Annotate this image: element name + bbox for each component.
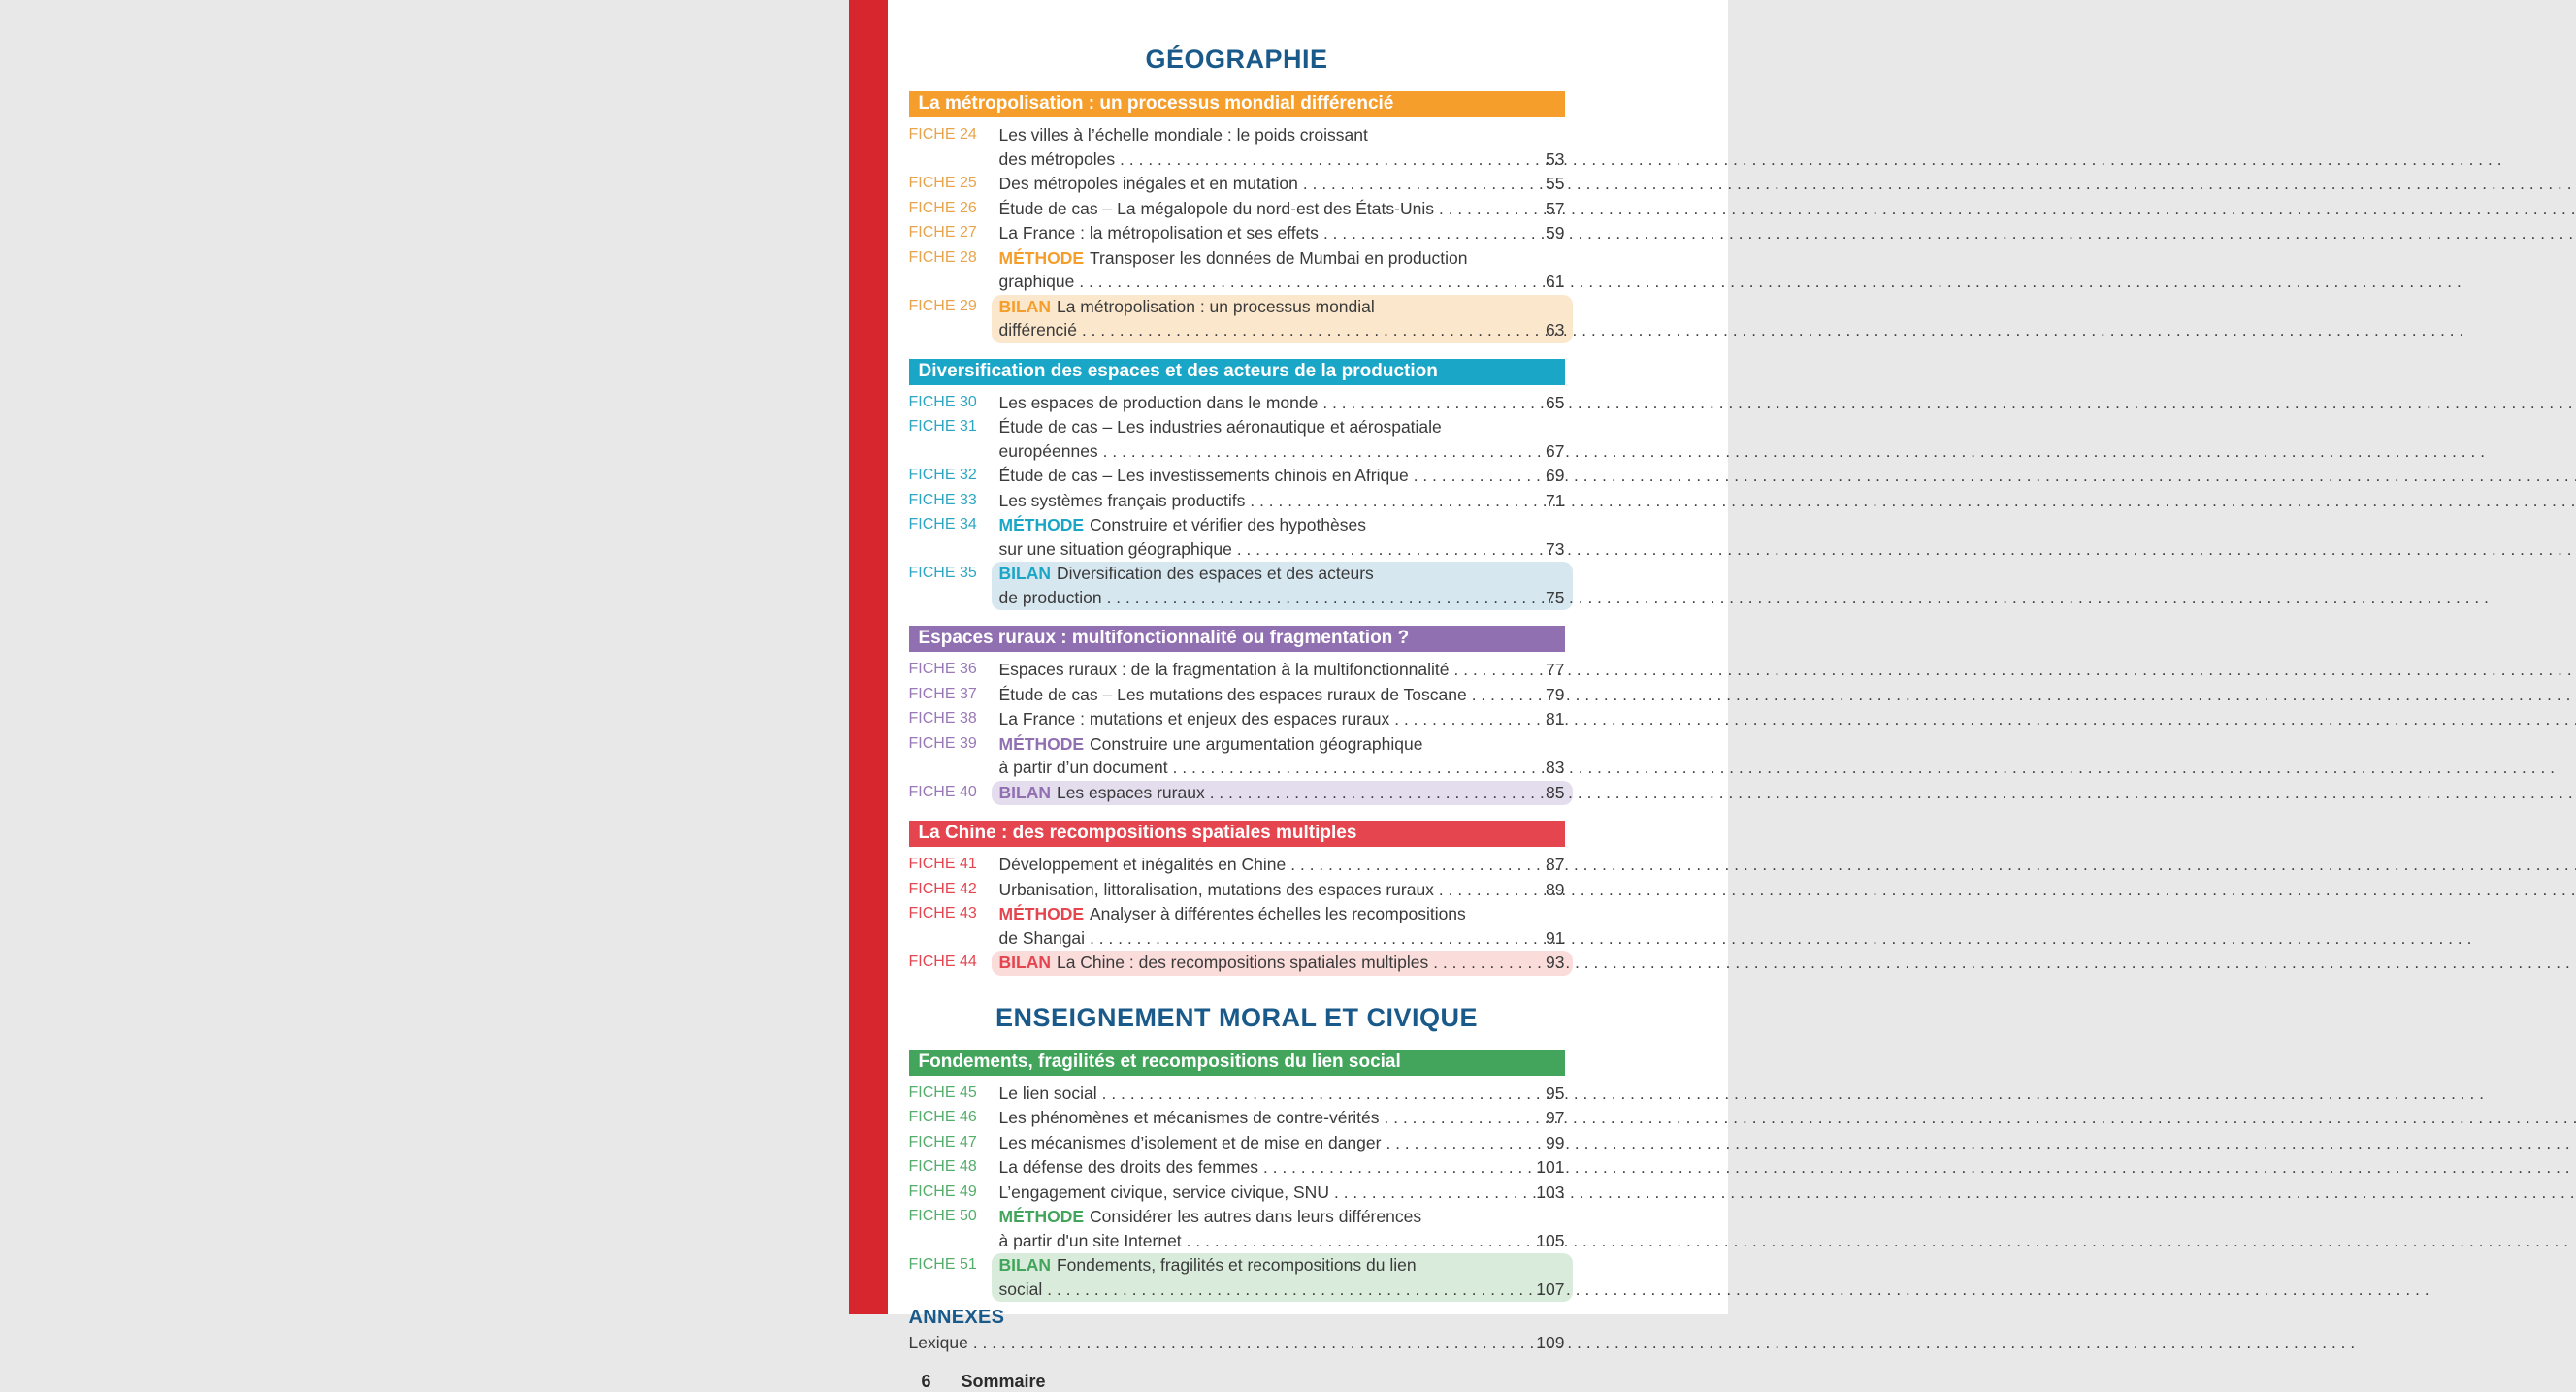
entry-text: social [998,1279,1043,1299]
entry-line [999,1181,1565,1206]
entry-page: 99 [1546,1132,1565,1152]
entry-page: 63 [1546,320,1565,340]
entry-page: 87 [1546,855,1565,874]
fiche-label: FICHE 33 [908,491,977,508]
entry-line [999,878,1565,903]
toc-entry [909,683,1565,708]
dot-leader [1394,708,1527,732]
toc-entry [909,1131,1565,1156]
fiche-label: FICHE 42 [908,880,977,897]
entry-page: 69 [1546,466,1565,485]
entry-line [999,464,1565,489]
entry-page: 105 [1536,1230,1565,1250]
dot-leader [1472,684,1528,708]
entry-page: 89 [1546,879,1565,899]
entry-line [999,537,1565,563]
entry-description [999,1181,1565,1206]
entry-badge: BILAN [998,782,1051,802]
fiche-label: FICHE 45 [908,1084,977,1101]
entry-text: La France : la métropolisation et ses effets [998,223,1319,243]
toc-entry [909,1155,1565,1181]
dot-leader [1322,392,1527,416]
entry-badge: MÉTHODE [998,247,1084,268]
entry-description [999,123,1565,172]
entry-text: Les espaces de production dans le monde [998,392,1319,412]
toc-entry [909,1253,1565,1302]
entry-line [999,513,1565,537]
entry-description [999,707,1565,732]
entry-text: Étude de cas – Les investissements chinois en Afrique [998,466,1409,485]
entry-line [999,415,1565,439]
fiche-label: FICHE 41 [908,856,977,872]
entry-text: La Chine : des recompositions spatiales multiples [1056,953,1429,972]
entry-line [999,562,1565,586]
entry-description [999,1106,1565,1131]
entry-page: 81 [1546,709,1565,728]
dot-leader [1323,222,1528,246]
entry-text: Urbanisation, littoralisation, mutations des espaces ruraux [998,879,1434,899]
dot-leader [973,1332,1528,1356]
entry-line [999,732,1565,757]
entry-text: Le lien social [998,1083,1097,1103]
entry-description [999,658,1565,683]
entry-line [999,270,1565,295]
entry-description [999,391,1565,416]
fiche-label: FICHE 27 [908,224,977,241]
entry-text: Les mécanismes d’isolement et de mise en danger [998,1132,1382,1152]
entry-page: 107 [1536,1279,1565,1299]
entry-text: de Shangai [998,927,1086,948]
toc-entry [909,464,1565,489]
entry-text: graphique [998,272,1075,291]
entry-badge: MÉTHODE [998,515,1084,534]
entry-text: Des métropoles inégales et en mutation [998,174,1298,193]
fiche-label: FICHE 51 [908,1256,977,1273]
entry-description [999,489,1565,514]
section-header: Espaces ruraux : multifonctionnalité ou fragmentation ? [909,626,1565,652]
dot-leader [1173,757,1528,781]
toc-entry [909,781,1565,806]
entry-page: 53 [1546,148,1565,169]
toc-entry [909,562,1565,610]
dot-leader [1250,490,1527,514]
entry-description [992,951,1573,976]
entry-text: différencié [998,320,1077,340]
entry-page: 73 [1546,538,1565,559]
dot-leader [1079,271,1527,295]
entry-text: La France : mutations et enjeux des espaces ruraux [998,709,1390,728]
fiche-label: FICHE 43 [908,905,977,922]
annex-entry-label: Lexique [908,1333,968,1352]
entry-text: Les systèmes français productifs [998,490,1246,510]
entry-description [999,683,1565,708]
entry-badge: BILAN [998,1255,1051,1275]
entry-description [999,1155,1565,1181]
fiche-label: FICHE 48 [908,1158,977,1175]
annex-entry [909,1331,1565,1356]
toc-entry [909,951,1565,976]
entry-badge: MÉTHODE [998,904,1084,923]
fiche-label: FICHE 38 [908,710,977,727]
entry-text: des métropoles [998,148,1116,169]
section-header: La métropolisation : un processus mondial différencié [909,91,1565,117]
entry-page: 77 [1546,660,1565,679]
entry-line [999,221,1565,246]
entry-line [999,246,1565,271]
entry-text: La défense des droits des femmes [998,1157,1259,1177]
toc-entry [909,221,1565,246]
entry-line [999,658,1565,683]
dot-leader [1263,1156,1527,1181]
page-footer [922,1372,1565,1392]
entry-line [999,926,1565,952]
entry-line [999,489,1565,514]
entry-page: 95 [1546,1083,1565,1103]
entry-line [999,1205,1565,1229]
footer-page-number: 6 [921,1371,931,1391]
entry-page: 79 [1546,684,1565,704]
entry-line [999,1131,1565,1156]
toc-entry [909,707,1565,732]
entry-description [999,513,1565,562]
dot-leader [1090,927,1527,952]
toc-entry [909,489,1565,514]
entry-text: Diversification des espaces et des acteurs [1056,564,1374,583]
entry-description [999,902,1565,951]
toc-entry [909,123,1565,172]
book-page [849,0,1728,1391]
entry-text: L’engagement civique, service civique, SNU [998,1182,1329,1202]
entry-text: Espaces ruraux : de la fragmentation à la multifonctionnalité [998,660,1450,679]
toc-entry [909,513,1565,562]
toc-entry [909,853,1565,878]
entry-badge: BILAN [998,296,1051,316]
entry-text: Les espaces ruraux [1056,782,1205,802]
entry-text: Étude de cas – La mégalopole du nord-est des États-Unis [998,198,1434,218]
toc-entry [909,172,1565,197]
section-header: La Chine : des recompositions spatiales multiples [909,821,1565,847]
fiche-label: FICHE 32 [908,467,977,483]
toc-content [909,43,1565,1392]
entry-line [999,707,1565,732]
part-title: GÉOGRAPHIE [1145,45,1328,74]
entry-text: à partir d’un document [998,758,1168,777]
entry-text: Transposer les données de Mumbai en production [1090,247,1468,268]
entry-description [999,1131,1565,1156]
dot-leader [1210,782,1528,806]
entry-text: de production [998,587,1102,607]
entry-line [999,1253,1565,1278]
entry-page: 67 [1546,440,1565,461]
entry-description [992,1253,1573,1302]
entry-page: 85 [1546,782,1565,802]
entry-page: 61 [1546,272,1565,291]
entry-page: 91 [1546,927,1565,948]
dot-leader [1454,659,1528,683]
dot-leader [1439,879,1528,903]
entry-page: 83 [1546,758,1565,777]
fiche-label: FICHE 50 [908,1208,977,1224]
entry-description [999,464,1565,489]
toc-entry [909,878,1565,903]
entry-page: 97 [1546,1108,1565,1127]
entry-description [999,853,1565,878]
entry-description [999,221,1565,246]
entry-description [992,781,1573,806]
entry-line [999,951,1565,976]
fiche-label: FICHE 28 [908,248,977,266]
entry-page: 55 [1546,174,1565,193]
entry-text: Analyser à différentes échelles les recompositions [1090,904,1466,923]
toc-entry [909,246,1565,295]
entry-description [992,295,1573,343]
entry-text: à partir d'un site Internet [998,1230,1182,1250]
section-header: Diversification des espaces et des acteurs de la production [909,359,1565,385]
entry-text: Étude de cas – Les industries aéronautique et aérospatiale [998,417,1442,437]
toc-entry [909,391,1565,416]
entry-line [999,1106,1565,1131]
entry-line [999,1155,1565,1181]
toc-entry [909,1106,1565,1131]
entry-description [999,246,1565,295]
entry-badge: MÉTHODE [998,1207,1084,1226]
toc-entry [909,1082,1565,1107]
entry-line [999,683,1565,708]
fiche-label: FICHE 49 [908,1182,977,1200]
entry-text: Construire et vérifier des hypothèses [1090,515,1366,534]
fiche-label: FICHE 47 [908,1133,977,1150]
fiche-label: FICHE 37 [908,685,977,702]
dot-leader [1439,198,1528,222]
toc-entry [909,295,1565,343]
entry-badge: MÉTHODE [998,733,1084,754]
entry-line [999,586,1565,611]
entry-page: 103 [1536,1182,1565,1202]
fiche-label: FICHE 26 [908,199,977,216]
dot-leader [1107,587,1528,611]
entry-line [999,781,1565,806]
dot-leader [1303,173,1528,197]
dot-leader [1433,952,1527,976]
toc-entry [909,1205,1565,1253]
entry-description [999,415,1565,464]
dot-leader [1386,1132,1527,1156]
entry-text: Étude de cas – Les mutations des espaces ruraux de Toscane [998,684,1467,704]
dot-leader [1334,1182,1528,1206]
entry-line [999,902,1565,926]
fiche-label: FICHE 29 [908,297,977,314]
entry-text: La métropolisation : un processus mondial [1056,296,1375,316]
entry-line [999,1082,1565,1107]
fiche-label: FICHE 24 [908,126,977,143]
entry-text: Les villes à l’échelle mondiale : le poids croissant [998,125,1368,145]
entry-line [999,295,1565,319]
fiche-label: FICHE 39 [908,734,977,752]
entry-line [999,1229,1565,1254]
annex-entry-page: 109 [1536,1333,1565,1352]
toc-entry [909,1181,1565,1206]
entry-line [999,197,1565,222]
entry-text: européennes [998,440,1098,461]
entry-description [999,1205,1565,1253]
dot-leader [1290,854,1527,878]
fiche-label: FICHE 34 [908,516,977,533]
entry-line [999,439,1565,465]
toc-entry [909,197,1565,222]
dot-leader [1082,319,1528,343]
toc-entry [909,902,1565,951]
entry-page: 71 [1546,490,1565,510]
toc-groups [909,43,1565,1302]
entry-line [999,172,1565,197]
entry-text: Construire une argumentation géographique [1090,733,1423,754]
part-title: ENSEIGNEMENT MORAL ET CIVIQUE [995,1002,1479,1032]
toc-entry [909,415,1565,464]
fiche-label: FICHE 44 [908,954,977,970]
fiche-label: FICHE 30 [908,393,977,410]
entry-description [999,197,1565,222]
entry-page: 59 [1546,223,1565,243]
annexes-heading: ANNEXES [908,1307,1005,1328]
entry-description [999,172,1565,197]
section-header: Fondements, fragilités et recompositions du lien social [909,1050,1565,1076]
toc-entry [909,658,1565,683]
entry-description [999,878,1565,903]
dot-leader [1237,538,1528,563]
entry-page: 57 [1546,198,1565,218]
entry-description [999,732,1565,781]
fiche-label: FICHE 36 [908,661,977,677]
entry-line [999,318,1565,343]
entry-text: Fondements, fragilités et recompositions du lien [1056,1255,1417,1275]
entry-line [999,1278,1565,1303]
entry-badge: BILAN [998,953,1051,972]
entry-description [992,562,1573,610]
fiche-label: FICHE 46 [908,1109,977,1125]
entry-line [999,853,1565,878]
entry-line [999,123,1565,147]
entry-line [999,391,1565,416]
dot-leader [1047,1279,1527,1303]
footer-section-label: Sommaire [961,1371,1046,1391]
dot-leader [1385,1107,1528,1131]
entry-text: sur une situation géographique [998,538,1232,559]
entry-page: 75 [1546,587,1565,607]
entry-text: Développement et inégalités en Chine [998,855,1287,874]
dot-leader [1120,148,1527,173]
fiche-label: FICHE 35 [908,565,977,581]
entry-page: 65 [1546,392,1565,412]
entry-line [999,147,1565,173]
toc-entry [909,732,1565,781]
entry-line [999,756,1565,781]
fiche-label: FICHE 25 [908,175,977,191]
fiche-label: FICHE 40 [908,783,977,800]
entry-page: 101 [1536,1157,1565,1177]
entry-description [999,1082,1565,1107]
dot-leader [1414,465,1528,489]
dot-leader [1103,440,1528,465]
dot-leader [1187,1230,1528,1254]
annexes-block [909,1306,1565,1356]
dot-leader [1102,1083,1528,1107]
entry-page: 93 [1546,953,1565,972]
entry-text: Les phénomènes et mécanismes de contre-vérités [998,1108,1380,1127]
red-spine-bar [849,0,888,1314]
fiche-label: FICHE 31 [908,418,977,435]
entry-badge: BILAN [998,564,1051,583]
entry-text: Considérer les autres dans leurs différences [1090,1207,1422,1226]
